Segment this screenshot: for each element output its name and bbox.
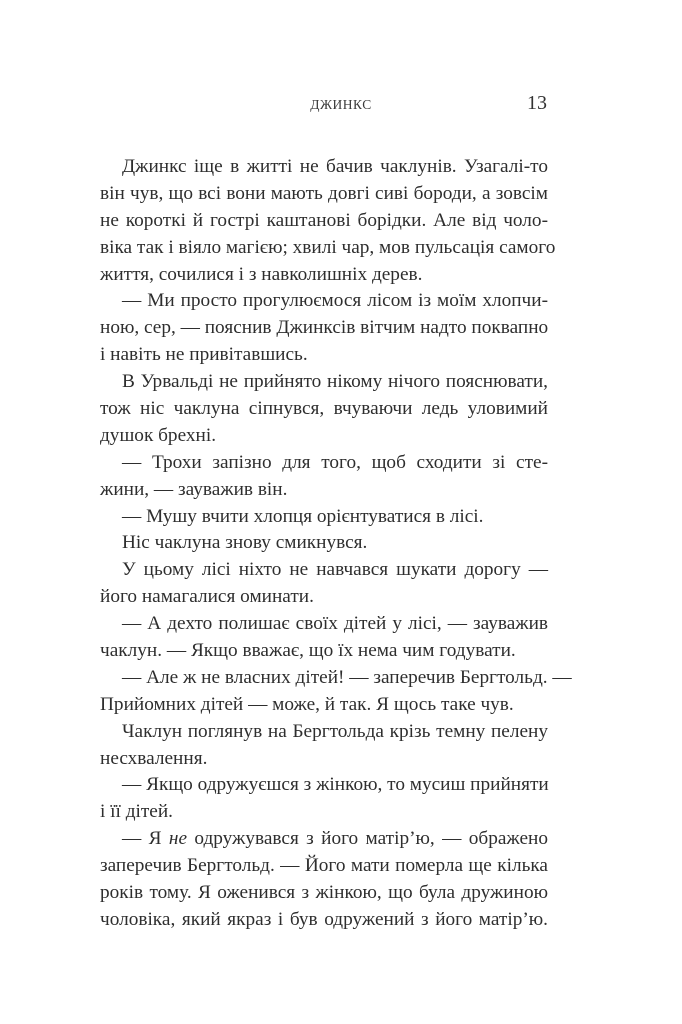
- text-line: Ніс чаклуна знову смикнувся.: [122, 532, 368, 554]
- emphasis-text: не: [168, 828, 187, 850]
- text-line: і навіть не привітавшись.: [100, 344, 308, 366]
- text-line: чаклун. — Якщо вважає, що їх нема чим годувати.: [100, 640, 516, 662]
- text-line: — Трохи запізно для того, щоб сходити зі сте-: [122, 451, 548, 473]
- text-line: заперечив Бергтольд. — Його мати померла ще кілька: [100, 855, 548, 877]
- text-line: Чаклун поглянув на Бергтольда крізь темну пелену: [122, 720, 548, 742]
- text-line: У цьому лісі ніхто не навчався шукати дорогу —: [122, 559, 548, 581]
- text-line: його намагалися оминати.: [100, 586, 314, 608]
- text-line: не короткі й гострі каштанові борідки. Але від чоло-: [100, 209, 548, 231]
- text-line: життя, сочилися і з навколишніх дерев.: [100, 263, 423, 285]
- text-line: і її дітей.: [100, 801, 174, 823]
- text-line: ною, сер, — пояснив Джинксів вітчим надто поквапно: [100, 317, 549, 339]
- text-line: душок брехні.: [100, 424, 217, 446]
- text-line: років тому. Я оженився з жінкою, що була дружиною: [100, 882, 548, 904]
- text-line: Прийомних дітей — може, й так. Я щось таке чув.: [100, 693, 514, 715]
- running-title: ДЖИНКС: [310, 97, 372, 112]
- text-line: — Але ж не власних дітей! — заперечив Бергтольд. —: [122, 666, 572, 688]
- text-line: В Урвальді не прийнято нікому нічого пояснювати,: [122, 371, 548, 393]
- text-line: — Ми просто прогулюємося лісом із моїм хлопчи-: [122, 290, 548, 312]
- text-line: несхвалення.: [100, 747, 208, 769]
- text-line: віка так і віяло магією; хвилі чар, мов пульсація самого: [100, 236, 556, 258]
- body-text: [100, 154, 572, 934]
- text-line: він чув, що всі вони мають довгі сиві бороди, а зовсім: [100, 182, 548, 204]
- text-line: — А дехто полишає своїх дітей у лісі, — зауважив: [122, 613, 548, 635]
- text-line: — Мушу вчити хлопця орієнтуватися в лісі.: [122, 505, 484, 527]
- text-line: — Якщо одружуєшся з жінкою, то мусиш прийняти: [122, 774, 549, 796]
- text-line: жини, — зауважив він.: [100, 478, 288, 500]
- text-segment: одружувався з його матір’ю, — ображено: [187, 828, 548, 850]
- page-number: 13: [527, 92, 547, 114]
- text-line: тож ніс чаклуна сіпнувся, вчуваючи ледь уловимий: [100, 398, 548, 420]
- text-line: чоловіка, який якраз і був одружений з його матір’ю.: [100, 908, 548, 930]
- text-line: Джинкс іще в житті не бачив чаклунів. Узагалі-то: [122, 156, 548, 177]
- text-line: [100, 826, 548, 853]
- text-segment: — Я: [122, 828, 169, 850]
